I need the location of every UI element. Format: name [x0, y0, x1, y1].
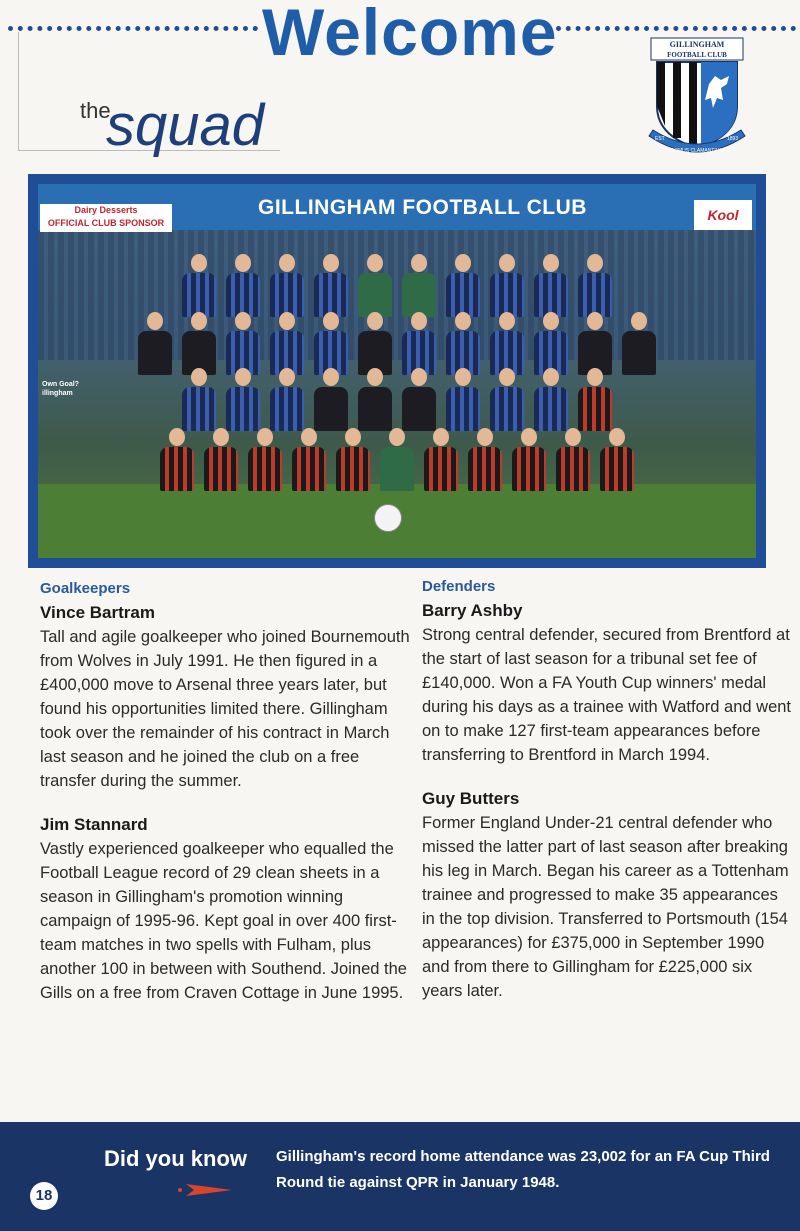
player-figure	[358, 312, 392, 375]
player-figure	[270, 254, 304, 317]
player-figure	[226, 368, 260, 431]
player-figure	[204, 428, 238, 491]
sponsor-left-line2: OFFICIAL CLUB SPONSOR	[47, 218, 165, 228]
player-figure	[402, 254, 436, 317]
player-name: Guy Butters	[422, 789, 520, 808]
player-figure	[314, 254, 348, 317]
player-figure	[358, 254, 392, 317]
player-description: Former England Under-21 central defender who missed the latter part of last season after breaking his leg in March. Began his career as a Tottenham trainee and progressed to make 35 appearances in the top division. Transferred to Portsmouth (154 appearances) for £375,000 in September 1990 and from there to Gillingham for £225,000 six years later.	[422, 814, 789, 1000]
goalkeepers-column	[40, 580, 410, 1005]
player-figure	[424, 428, 458, 491]
club-crest-icon	[645, 36, 749, 166]
player-figure	[534, 254, 568, 317]
player-figure	[270, 312, 304, 375]
sponsor-board-left	[40, 204, 172, 232]
player-description: Strong central defender, secured from Brentford at the start of last season for a tribunal set fee of £140,000. Won a FA Youth Cup winners' medal during his days as a trainee with Watford and went on to make 127 first-team appearances before transferring to Brentford in March 1994.	[422, 626, 792, 764]
player-figure	[270, 368, 304, 431]
did-you-know-fact: Gillingham's record home attendance was 23,002 for an FA Cup Third Round tie against QPR in January 1948.	[276, 1148, 770, 1191]
player-figure	[446, 312, 480, 375]
player-figure	[182, 312, 216, 375]
crest-year: 1893	[727, 136, 739, 142]
player-figure	[446, 254, 480, 317]
player-description: Vastly experienced goalkeeper who equalled the Football League record of 29 clean sheets in a season in Gillingham's promotion winning campaign of 1995-96. Kept goal in over 400 first-team matches in two spells with Fulham, plus another 100 in between with Southend. Joined the Gills on a free from Craven Cottage in June 1995.	[40, 840, 407, 1002]
player-figure	[336, 428, 370, 491]
player-figure	[622, 312, 656, 375]
player-figure	[446, 368, 480, 431]
player-figure	[578, 312, 612, 375]
page-number: 18	[30, 1182, 58, 1210]
team-photo	[38, 184, 756, 558]
player-name: Jim Stannard	[40, 815, 148, 834]
section-heading-goalkeepers: Goalkeepers	[40, 580, 131, 597]
frame-line-vertical	[18, 32, 19, 150]
player-figure	[490, 312, 524, 375]
players-row-second	[38, 312, 756, 375]
player-figure	[402, 368, 436, 431]
subtitle-squad: squad	[106, 93, 265, 158]
crest-name-line2: FOOTBALL CLUB	[667, 51, 727, 59]
player-figure	[512, 428, 546, 491]
player-figure	[182, 368, 216, 431]
player-figure	[314, 312, 348, 375]
dotted-rule-left	[8, 26, 258, 31]
player-figure	[468, 428, 502, 491]
player-figure	[226, 312, 260, 375]
player-figure	[534, 368, 568, 431]
player-name: Barry Ashby	[422, 601, 523, 620]
player-figure	[380, 428, 414, 491]
defenders-column	[422, 578, 792, 1003]
player-figure	[402, 312, 436, 375]
players-row-front	[38, 428, 756, 491]
player-name: Vince Bartram	[40, 603, 155, 622]
section-heading-defenders: Defenders	[422, 578, 496, 595]
sponsor-left-line1: Dairy Desserts	[74, 205, 138, 215]
player-figure	[358, 368, 392, 431]
player-figure	[160, 428, 194, 491]
player-figure	[182, 254, 216, 317]
did-you-know-bar	[0, 1122, 800, 1231]
player-description: Tall and agile goalkeeper who joined Bournemouth from Wolves in July 1991. He then figured in a £400,000 move to Arsenal three years later, but found his opportunities limited there. Gillingham took over the remainder of his contract in March last season and he joined the club on a free transfer during the summer.	[40, 628, 410, 790]
subtitle-the: the	[80, 98, 111, 123]
player-figure	[578, 254, 612, 317]
dotted-rule-right	[556, 26, 796, 31]
team-photo-frame	[28, 174, 766, 568]
player-figure	[490, 368, 524, 431]
arrow-right-icon	[176, 1180, 236, 1200]
crest-name-line1: GILLINGHAM	[669, 40, 725, 49]
player-figure	[248, 428, 282, 491]
player-figure	[578, 368, 612, 431]
sponsor-board-right: Kool	[694, 200, 752, 230]
player-figure	[226, 254, 260, 317]
players-row-third	[38, 368, 756, 431]
football-icon	[374, 504, 402, 532]
player-figure	[292, 428, 326, 491]
stand-sign: GILLINGHAM FOOTBALL CLUB	[258, 196, 587, 219]
player-figure	[490, 254, 524, 317]
player-figure	[556, 428, 590, 491]
player-figure	[600, 428, 634, 491]
player-figure	[314, 368, 348, 431]
pitch-ad-line2: illingham	[42, 390, 73, 397]
player-figure	[138, 312, 172, 375]
crest-motto: DOMUS CLAMANTIUM	[670, 148, 724, 154]
players-row-back	[38, 254, 756, 317]
crest-est: EST	[655, 136, 665, 142]
did-you-know-heading: Did you know	[104, 1146, 247, 1171]
page-title: Welcome	[262, 0, 558, 69]
pitch-ad-line1: Own Goal?	[42, 381, 79, 388]
player-figure	[534, 312, 568, 375]
